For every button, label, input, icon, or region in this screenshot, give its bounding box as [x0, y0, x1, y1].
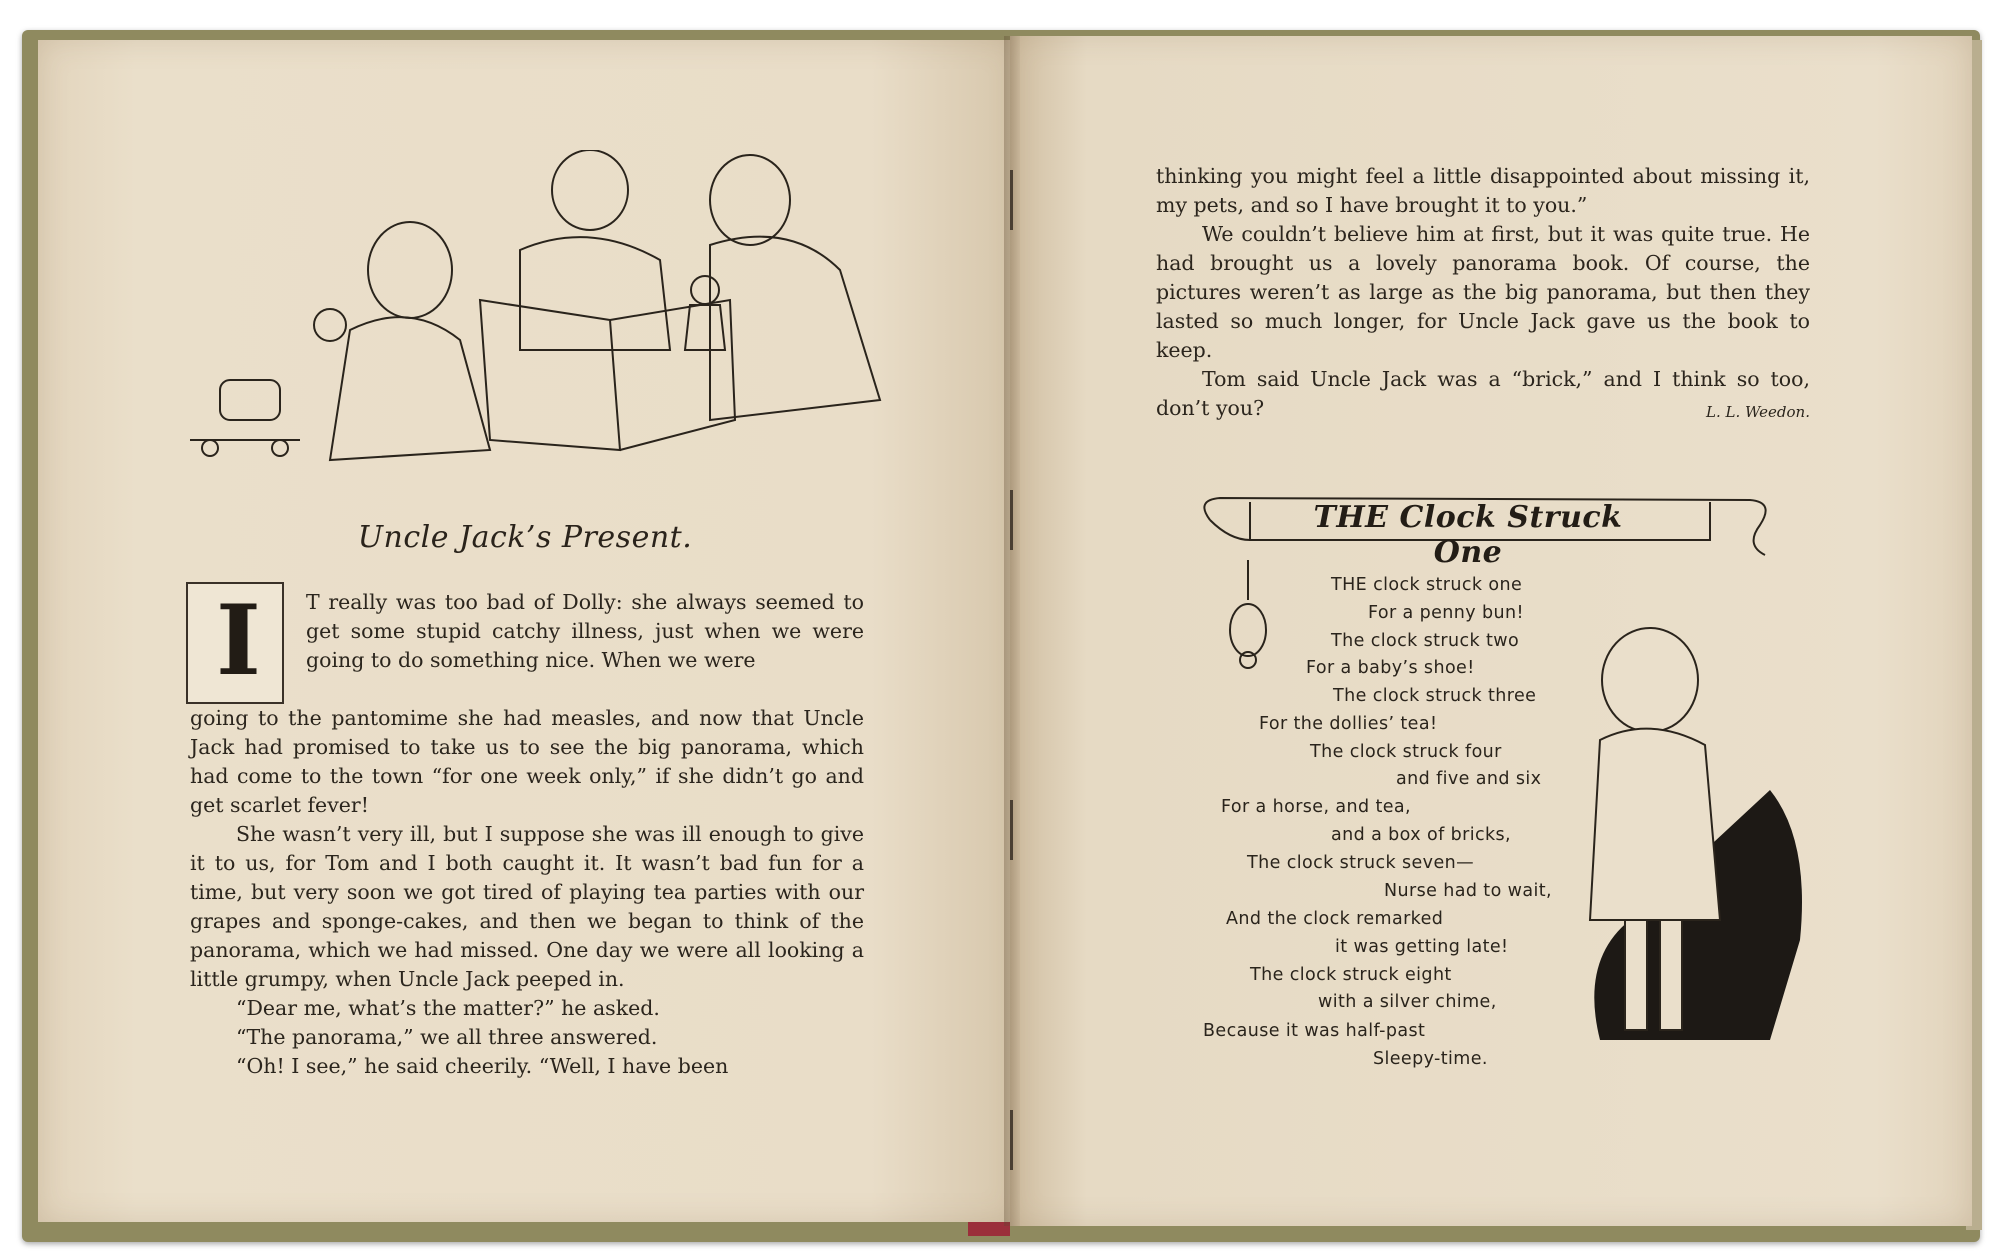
- poem-line: For the dollies’ tea!: [1259, 714, 1438, 734]
- paragraph-1-continued: going to the pantomime she had measles, and now that Uncle Jack had promised to take us to see the big panorama, which had come to the town “for one week only,” if she didn’t go and get scarlet fever!: [190, 706, 864, 817]
- binding-stitch: [1010, 800, 1013, 860]
- author-signature: L. L. Weedon.: [1705, 403, 1810, 421]
- paragraph-text: T really was too bad of Dolly: she always seemed to get some stupid catchy illness, just when we were going to do something nice. When we were: [306, 590, 864, 672]
- paragraph-3: [1156, 365, 1810, 423]
- poem-line: The clock struck two: [1331, 631, 1520, 651]
- poem-title: THE Clock Struck One: [1313, 500, 1623, 570]
- hanging-cat-illustration: [1208, 560, 1298, 670]
- binding-stitch: [1010, 490, 1013, 550]
- dialogue-line-1: “Dear me, what’s the matter?” he asked.: [236, 996, 660, 1020]
- binding-stitch: [1010, 1110, 1013, 1170]
- drop-cap-frame: [186, 582, 284, 704]
- poem-line: and five and six: [1396, 769, 1542, 789]
- dialogue-line-2: “The panorama,” we all three answered.: [236, 1025, 658, 1049]
- crying-girl-illustration: [1540, 620, 1820, 1090]
- poem-line: with a silver chime,: [1318, 992, 1497, 1012]
- poem-line: Sleepy-time.: [1373, 1049, 1488, 1069]
- right-page-body: [1156, 162, 1810, 427]
- paragraph-1-opening: [306, 588, 864, 675]
- poem-line: Nurse had to wait,: [1384, 881, 1552, 901]
- poem-line: The clock struck eight: [1250, 965, 1452, 985]
- dialogue-line-3: “Oh! I see,” he said cheerily. “Well, I have been: [236, 1054, 729, 1078]
- paragraph-2: She wasn’t very ill, but I suppose she was ill enough to give it to us, for Tom and I both caught it. It wasn’t bad fun for a time, but very soon we got tired of playing tea parties with our grapes and sponge-cakes, and then we began to think of the panorama, which we had missed. One day we were all looking a little grumpy, when Uncle Jack peeped in.: [190, 822, 864, 991]
- poem-line: For a penny bun!: [1368, 603, 1524, 623]
- story-title: Uncle Jack’s Present.: [357, 520, 693, 555]
- paragraph-2: We couldn’t believe him at first, but it was quite true. He had brought us a lovely panorama book. Of course, the pictures weren’t as large as the big panorama, but then they lasted so much longer, for Uncle Jack gave us the book to keep.: [1156, 222, 1810, 362]
- poem-line: For a baby’s shoe!: [1306, 658, 1475, 678]
- poem-line: The clock struck three: [1333, 686, 1537, 706]
- paragraph-3-text: Tom said Uncle Jack was a “brick,” and I think so too, don’t you?: [1156, 367, 1810, 420]
- drop-cap-letter: I: [216, 584, 261, 697]
- poem-line: And the clock remarked: [1226, 909, 1444, 929]
- poem-line: For a horse, and tea,: [1221, 797, 1411, 817]
- binding-stitch: [1010, 170, 1013, 230]
- poem-line: THE clock struck one: [1331, 575, 1523, 595]
- children-reading-illustration: [190, 150, 890, 480]
- continued-paragraph: thinking you might feel a little disappointed about missing it, my pets, and so I have brought it to you.”: [1156, 164, 1810, 217]
- poem-line: and a box of bricks,: [1331, 825, 1512, 845]
- left-page-body: [190, 704, 864, 1081]
- poem-line: The clock struck four: [1310, 742, 1502, 762]
- poem-line: Because it was half-past: [1203, 1021, 1426, 1041]
- poem-line: it was getting late!: [1335, 937, 1509, 957]
- poem-line: The clock struck seven—: [1247, 853, 1475, 873]
